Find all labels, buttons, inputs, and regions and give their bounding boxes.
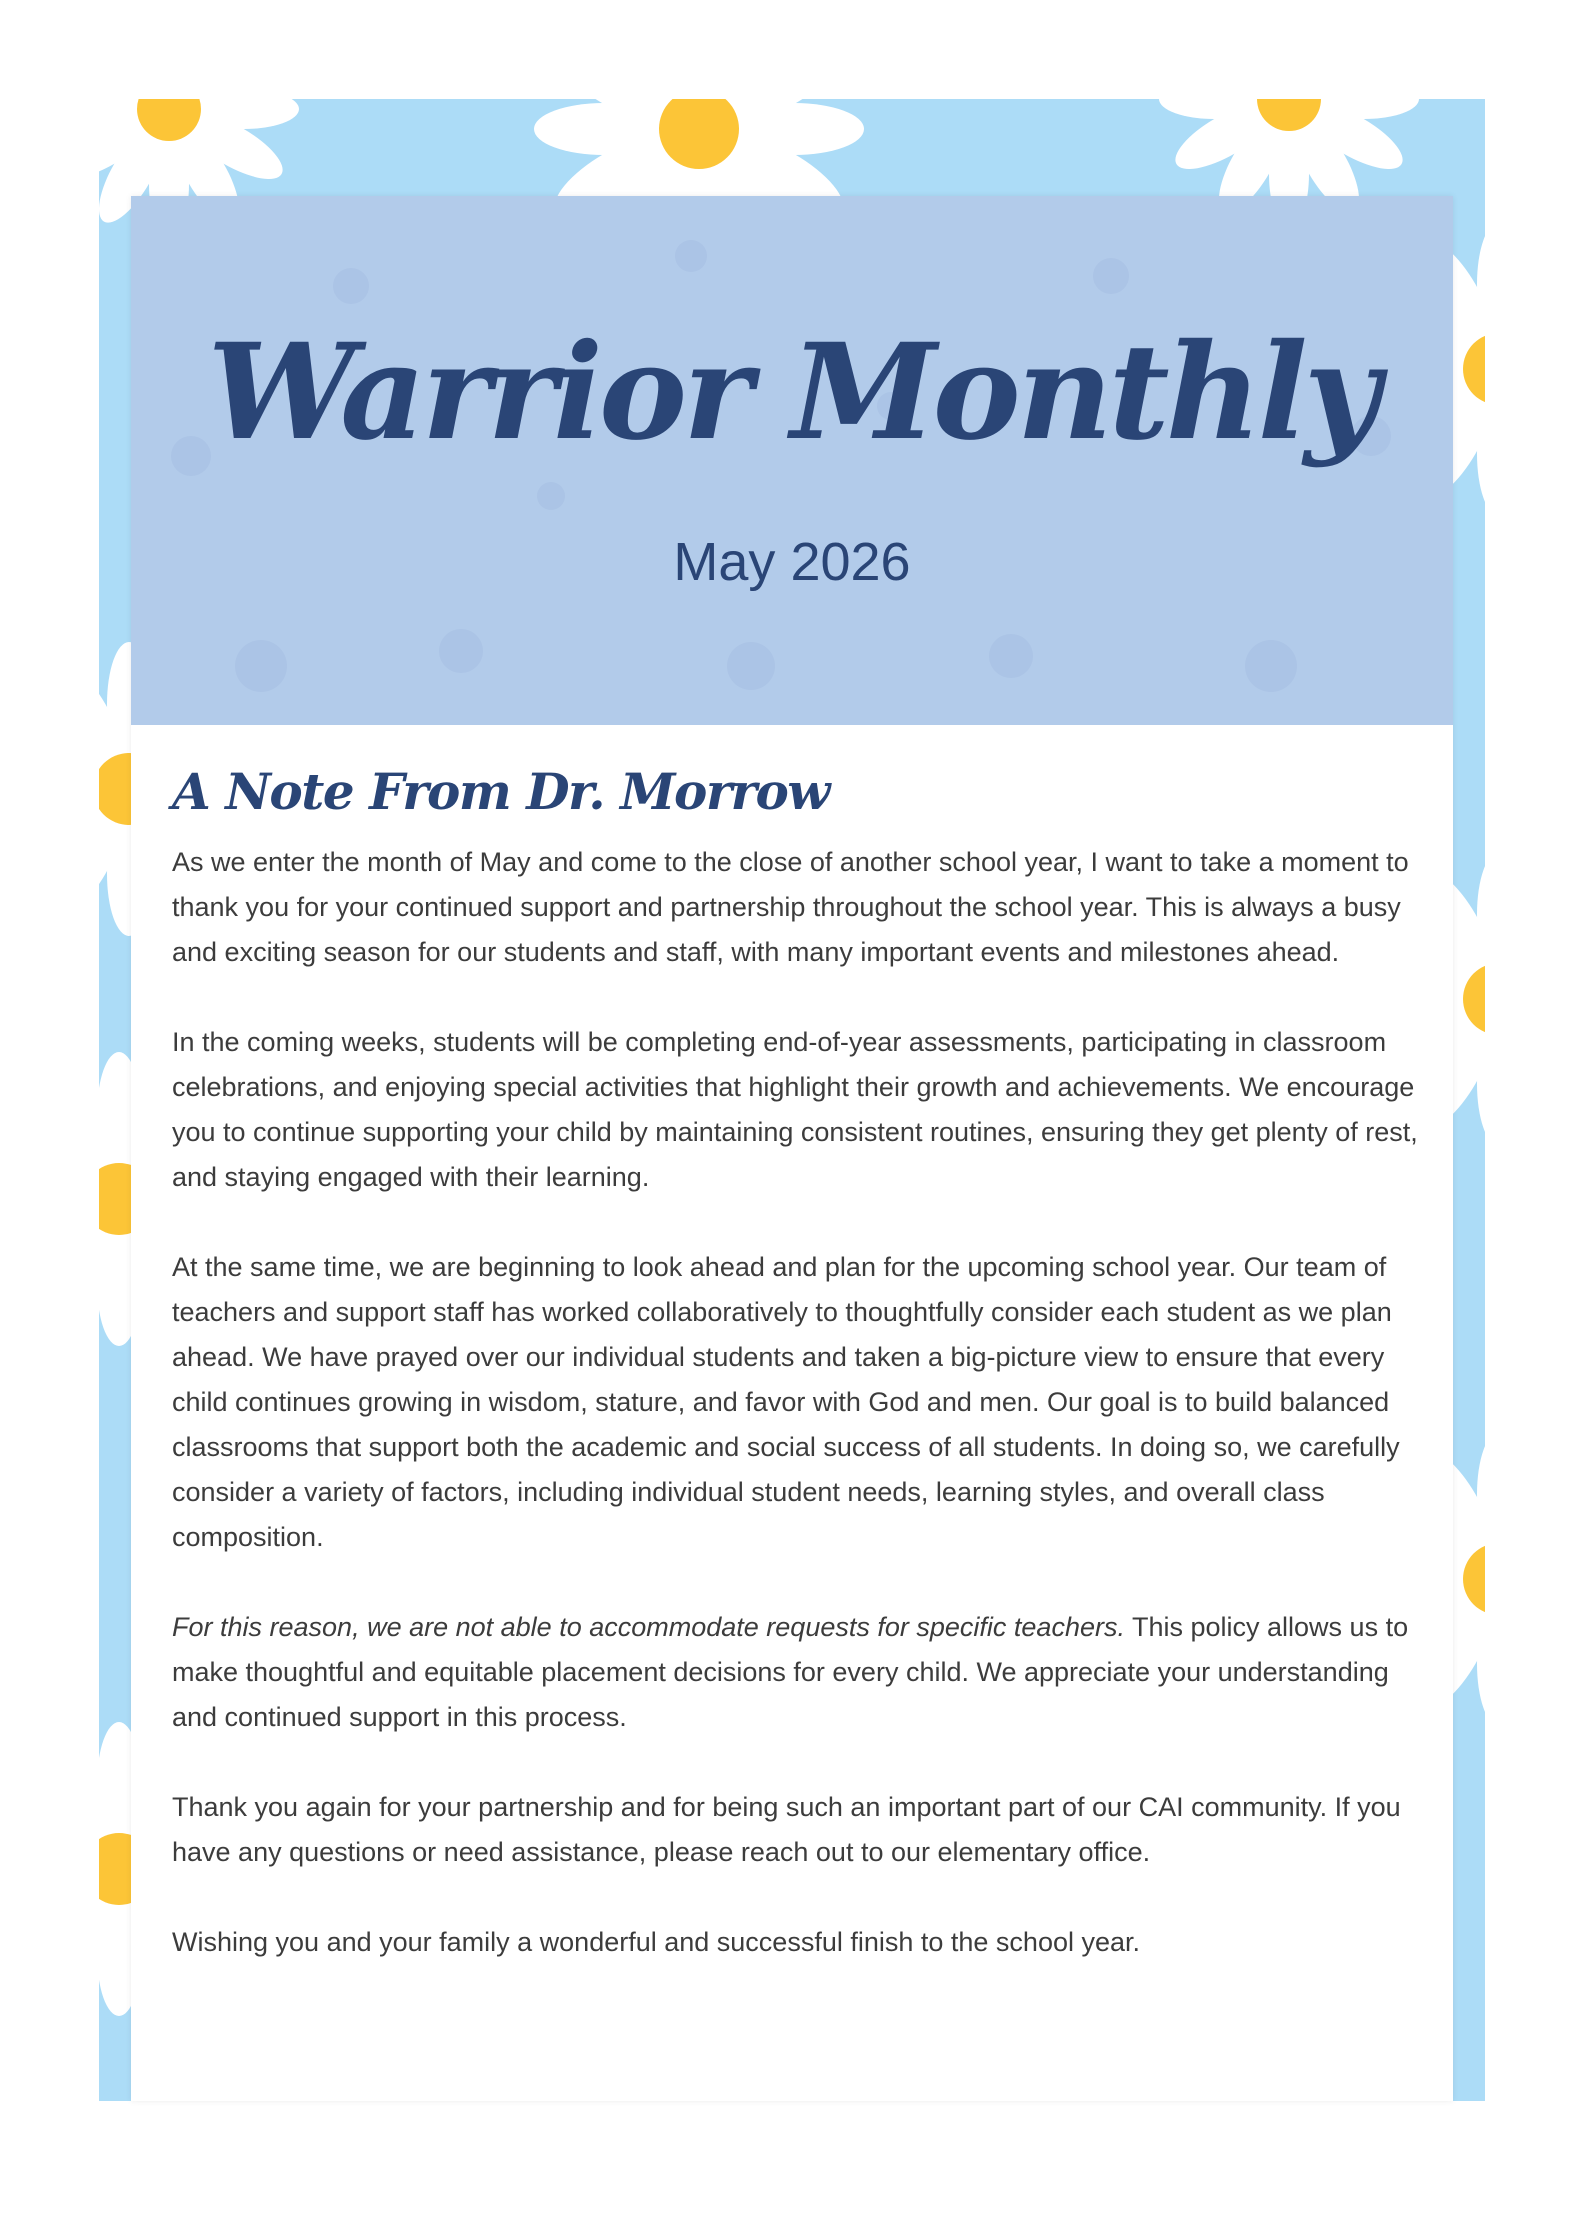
- note-section: [172, 762, 1418, 2010]
- paragraph: As we enter the month of May and come to the close of another school year, I want to take a moment to thank you for your continued support and partnership throughout the school year. This is always a busy and exciting season for our students and staff, with many important events and milestones ahead.: [172, 847, 1409, 967]
- paragraph: [172, 1605, 1418, 1740]
- paragraph: At the same time, we are beginning to look ahead and plan for the upcoming school year. Our team of teachers and support staff has worked collaboratively to thoughtfully consider each student as we plan ahead. We have prayed over our individual students and taken a big-picture view to ensure that every child continues growing in wisdom, stature, and favor with God and men. Our goal is to build balanced classrooms that support both the academic and social success of all students. In doing so, we carefully consider a variety of factors, including individual student needs, learning styles, and overall class composition.: [172, 1252, 1400, 1552]
- section-heading: A Note From Dr. Morrow: [172, 762, 829, 821]
- issue-date: May 2026: [673, 532, 911, 592]
- paragraph: In the coming weeks, students will be completing end-of-year assessments, participating in classroom celebrations, and enjoying special activities that highlight their growth and achievements. We encourage you to continue supporting your child by maintaining consistent routines, ensuring they get plenty of rest, and staying engaged with their learning.: [172, 1027, 1418, 1192]
- newsletter-card: [131, 196, 1453, 2101]
- paragraph: Thank you again for your partnership and for being such an important part of our CAI community. If you have any questions or need assistance, please reach out to our elementary office.: [172, 1792, 1401, 1867]
- emphasized-text: For this reason, we are not able to accommodate requests for specific teachers.: [172, 1612, 1125, 1642]
- masthead-banner: [131, 196, 1453, 725]
- paragraph: Wishing you and your family a wonderful and successful finish to the school year.: [172, 1927, 1141, 1957]
- paragraph-text: This policy allows us to make thoughtful and equitable placement decisions for every child. We appreciate your understanding and continued support in this process.: [172, 1612, 1409, 1732]
- newsletter-title: Warrior Monthly: [207, 315, 1377, 470]
